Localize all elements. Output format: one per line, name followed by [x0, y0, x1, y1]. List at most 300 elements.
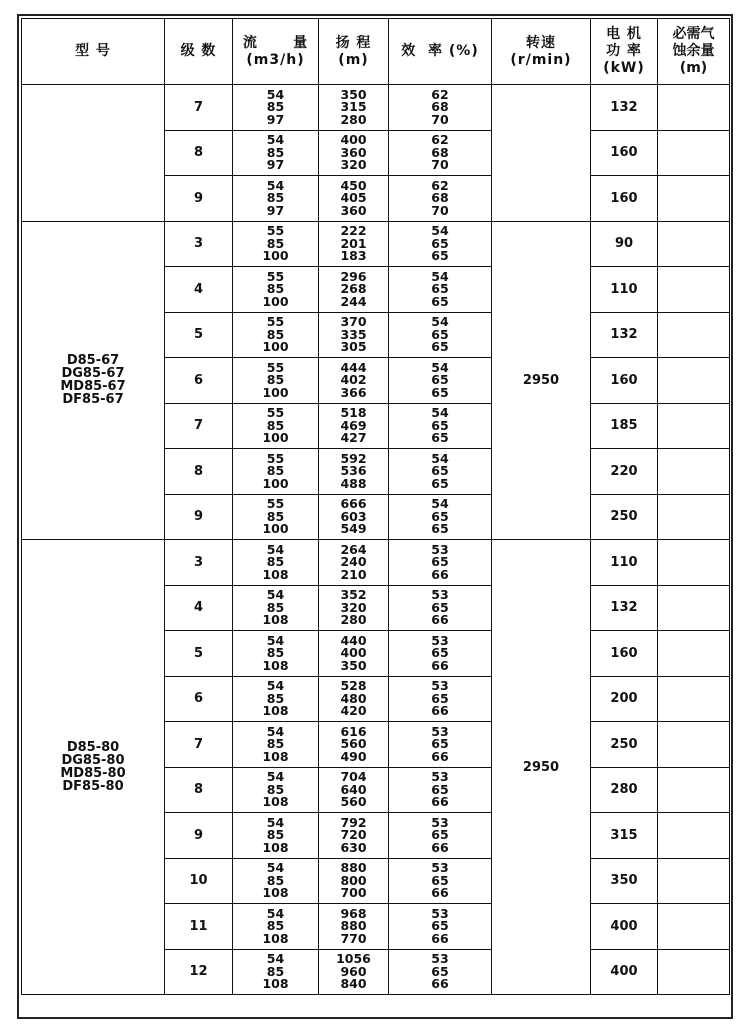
- head-value: 201: [340, 235, 367, 251]
- flow-value: 85: [266, 99, 285, 114]
- stage-cell: 3: [165, 221, 233, 267]
- head-value: 840: [340, 976, 367, 991]
- flow-value: 85: [266, 281, 285, 296]
- eff-value: 54: [431, 268, 449, 284]
- power-cell: 200: [591, 676, 658, 722]
- flow-value: 85: [266, 599, 285, 615]
- flow-value: 85: [266, 963, 285, 979]
- flow-value: 108: [262, 612, 289, 627]
- power-cell: 160: [591, 631, 658, 677]
- power-cell: 110: [591, 540, 658, 586]
- stage-cell: 8: [165, 130, 233, 176]
- head-value: 268: [340, 281, 367, 296]
- head-value: 488: [340, 475, 367, 491]
- npsh-cell: [658, 221, 730, 267]
- model-name: D85-67: [66, 353, 120, 369]
- eff-value: 66: [431, 657, 449, 673]
- flow-value: 55: [266, 450, 285, 466]
- head-value: 350: [340, 86, 367, 102]
- eff-cell: [389, 267, 492, 313]
- flow-value: 54: [266, 951, 285, 966]
- model-name: D85-80: [66, 740, 120, 755]
- head-value: 560: [340, 736, 367, 751]
- eff-cell: [389, 858, 492, 904]
- stage-cell: 9: [165, 176, 233, 222]
- flow-cell: [233, 904, 319, 950]
- npsh-cell: [658, 130, 730, 176]
- flow-value: 55: [266, 268, 285, 284]
- flow-cell: [233, 176, 319, 222]
- head-value: 968: [340, 905, 367, 921]
- head-value: 400: [340, 132, 367, 147]
- model-name: DF85-67: [62, 392, 124, 408]
- power-cell: 132: [591, 85, 658, 131]
- stage-cell: 8: [165, 449, 233, 495]
- table-row: [22, 540, 730, 586]
- pump-spec-table: [21, 18, 730, 995]
- stage-cell: 11: [165, 904, 233, 950]
- npsh-cell: [658, 85, 730, 131]
- head-value: 800: [340, 872, 367, 888]
- stage-cell: 3: [165, 540, 233, 586]
- eff-value: 65: [431, 736, 449, 751]
- flow-value: 100: [262, 475, 289, 491]
- head-value: 402: [340, 372, 367, 387]
- npsh-cell: [658, 676, 730, 722]
- flow-value: 55: [266, 405, 285, 420]
- eff-cell: [389, 949, 492, 995]
- speed-cell: 2950: [492, 221, 591, 540]
- flow-cell: [233, 767, 319, 813]
- eff-value: 66: [431, 748, 449, 764]
- eff-value: 62: [431, 132, 449, 147]
- head-value: 320: [340, 157, 367, 172]
- eff-cell: [389, 221, 492, 267]
- head-cell: [319, 540, 389, 586]
- eff-value: 65: [431, 372, 449, 387]
- power-cell: 400: [591, 949, 658, 995]
- eff-value: 65: [431, 326, 449, 342]
- flow-value: 54: [266, 632, 285, 648]
- stage-cell: 7: [165, 722, 233, 768]
- npsh-cell: [658, 585, 730, 631]
- flow-cell: [233, 267, 319, 313]
- flow-value: 85: [266, 326, 285, 342]
- eff-cell: [389, 358, 492, 404]
- head-value: 240: [340, 554, 367, 569]
- flow-value: 54: [266, 814, 285, 830]
- head-value: 490: [340, 748, 367, 764]
- eff-value: 65: [431, 508, 449, 524]
- flow-value: 54: [266, 177, 285, 193]
- table-row: [22, 221, 730, 267]
- flow-value: 55: [266, 223, 285, 238]
- flow-value: 54: [266, 905, 285, 921]
- stage-cell: 7: [165, 403, 233, 449]
- eff-value: 68: [431, 99, 449, 114]
- head-cell: [319, 813, 389, 859]
- power-cell: 160: [591, 130, 658, 176]
- head-cell: [319, 267, 389, 313]
- eff-value: 54: [431, 314, 449, 329]
- flow-value: 85: [266, 554, 285, 569]
- flow-value: 108: [262, 976, 289, 991]
- flow-value: 108: [262, 885, 289, 900]
- head-cell: [319, 631, 389, 677]
- flow-value: 85: [266, 918, 285, 933]
- flow-value: 100: [262, 430, 289, 445]
- eff-cell: [389, 722, 492, 768]
- eff-value: 65: [431, 281, 449, 296]
- npsh-cell: [658, 267, 730, 313]
- head-cell: [319, 358, 389, 404]
- eff-value: 53: [431, 905, 449, 921]
- flow-value: 85: [266, 645, 285, 660]
- eff-cell: [389, 631, 492, 677]
- model-name: MD85-80: [60, 766, 126, 781]
- flow-value: 85: [266, 827, 285, 842]
- flow-value: 108: [262, 703, 289, 718]
- flow-value: 100: [262, 384, 289, 400]
- head-value: 264: [340, 541, 367, 557]
- head-value: 700: [340, 885, 367, 900]
- col-header-efficiency: 效 率 (%): [389, 19, 492, 85]
- flow-value: 108: [262, 794, 289, 809]
- table-row: [22, 85, 730, 131]
- flow-cell: [233, 449, 319, 495]
- stage-cell: 4: [165, 267, 233, 313]
- eff-value: 54: [431, 496, 449, 511]
- head-value: 420: [340, 703, 367, 718]
- eff-cell: [389, 85, 492, 131]
- col-header-speed: 转速 (r/min): [492, 19, 591, 85]
- col-header-power: 电 机 功 率 (kW): [591, 19, 658, 85]
- eff-value: 65: [431, 645, 449, 660]
- flow-value: 108: [262, 566, 289, 582]
- head-cell: [319, 176, 389, 222]
- eff-value: 53: [431, 860, 449, 875]
- power-cell: 132: [591, 585, 658, 631]
- head-cell: [319, 312, 389, 358]
- eff-value: 70: [431, 202, 449, 218]
- col-header-stages: 级 数: [165, 19, 233, 85]
- col-header-flow: 流 量 (m3/h): [233, 19, 319, 85]
- power-cell: 220: [591, 449, 658, 495]
- npsh-cell: [658, 540, 730, 586]
- power-cell: 250: [591, 722, 658, 768]
- flow-value: 100: [262, 339, 289, 354]
- eff-cell: [389, 403, 492, 449]
- flow-value: 85: [266, 781, 285, 797]
- flow-value: 97: [266, 202, 285, 218]
- eff-value: 65: [431, 918, 449, 933]
- flow-value: 55: [266, 359, 285, 375]
- model-name: DF85-80: [62, 779, 124, 794]
- flow-value: 85: [266, 508, 285, 524]
- model-cell: [22, 221, 165, 540]
- head-value: 183: [340, 248, 367, 263]
- flow-cell: [233, 858, 319, 904]
- flow-value: 54: [266, 769, 285, 784]
- head-value: 480: [340, 690, 367, 706]
- npsh-cell: [658, 494, 730, 540]
- flow-value: 85: [266, 417, 285, 433]
- eff-cell: [389, 176, 492, 222]
- eff-value: 65: [431, 521, 449, 536]
- head-value: 400: [340, 645, 367, 660]
- head-value: 360: [340, 144, 367, 160]
- flow-value: 55: [266, 496, 285, 511]
- flow-cell: [233, 221, 319, 267]
- npsh-cell: [658, 449, 730, 495]
- flow-cell: [233, 312, 319, 358]
- head-value: 280: [340, 612, 367, 627]
- npsh-cell: [658, 858, 730, 904]
- eff-value: 65: [431, 554, 449, 569]
- model-cell: [22, 540, 165, 995]
- power-cell: 280: [591, 767, 658, 813]
- eff-value: 65: [431, 417, 449, 433]
- flow-value: 97: [266, 111, 285, 127]
- col-header-model: 型 号: [22, 19, 165, 85]
- head-cell: [319, 904, 389, 950]
- eff-value: 68: [431, 190, 449, 205]
- col-header-head: 扬 程 (m): [319, 19, 389, 85]
- head-value: 770: [340, 930, 367, 946]
- head-value: 335: [340, 326, 367, 342]
- eff-value: 53: [431, 632, 449, 648]
- eff-value: 65: [431, 690, 449, 706]
- npsh-cell: [658, 403, 730, 449]
- head-value: 630: [340, 839, 367, 855]
- head-value: 880: [340, 918, 367, 933]
- flow-cell: [233, 722, 319, 768]
- head-value: 405: [340, 190, 367, 205]
- head-cell: [319, 494, 389, 540]
- head-value: 360: [340, 202, 367, 218]
- head-value: 549: [340, 521, 367, 536]
- eff-value: 66: [431, 930, 449, 946]
- head-cell: [319, 221, 389, 267]
- power-cell: 160: [591, 358, 658, 404]
- flow-value: 85: [266, 736, 285, 751]
- eff-value: 66: [431, 976, 449, 991]
- stage-cell: 6: [165, 676, 233, 722]
- head-value: 320: [340, 599, 367, 615]
- eff-cell: [389, 676, 492, 722]
- eff-value: 65: [431, 384, 449, 400]
- head-value: 305: [340, 339, 367, 354]
- flow-value: 85: [266, 372, 285, 387]
- flow-cell: [233, 85, 319, 131]
- head-value: 469: [340, 417, 367, 433]
- head-value: 210: [340, 566, 367, 582]
- eff-cell: [389, 813, 492, 859]
- power-cell: 250: [591, 494, 658, 540]
- power-cell: 350: [591, 858, 658, 904]
- flow-value: 108: [262, 839, 289, 855]
- model-cell: [22, 85, 165, 222]
- head-value: 720: [340, 827, 367, 842]
- flow-value: 108: [262, 930, 289, 946]
- head-cell: [319, 130, 389, 176]
- power-cell: 110: [591, 267, 658, 313]
- head-value: 222: [340, 223, 367, 238]
- eff-value: 70: [431, 111, 449, 127]
- npsh-cell: [658, 813, 730, 859]
- eff-cell: [389, 767, 492, 813]
- npsh-cell: [658, 949, 730, 995]
- eff-value: 66: [431, 612, 449, 627]
- head-cell: [319, 722, 389, 768]
- eff-value: 53: [431, 814, 449, 830]
- flow-value: 54: [266, 587, 285, 602]
- stage-cell: 7: [165, 85, 233, 131]
- stage-cell: 8: [165, 767, 233, 813]
- flow-value: 108: [262, 748, 289, 764]
- eff-value: 53: [431, 587, 449, 602]
- stage-cell: 6: [165, 358, 233, 404]
- flow-value: 54: [266, 678, 285, 693]
- power-cell: 160: [591, 176, 658, 222]
- head-cell: [319, 949, 389, 995]
- stage-cell: 10: [165, 858, 233, 904]
- stage-cell: 9: [165, 494, 233, 540]
- pump-spec-table-frame: [17, 14, 733, 1019]
- stage-cell: 12: [165, 949, 233, 995]
- npsh-cell: [658, 176, 730, 222]
- head-value: 280: [340, 111, 367, 127]
- eff-cell: [389, 904, 492, 950]
- head-cell: [319, 449, 389, 495]
- flow-cell: [233, 494, 319, 540]
- head-value: 792: [340, 814, 367, 830]
- eff-value: 62: [431, 177, 449, 193]
- eff-value: 54: [431, 405, 449, 420]
- head-cell: [319, 767, 389, 813]
- eff-value: 54: [431, 450, 449, 466]
- eff-value: 62: [431, 86, 449, 102]
- head-value: 666: [340, 496, 367, 511]
- eff-value: 66: [431, 794, 449, 809]
- stage-cell: 5: [165, 312, 233, 358]
- eff-value: 65: [431, 827, 449, 842]
- npsh-cell: [658, 358, 730, 404]
- head-value: 370: [340, 314, 367, 329]
- head-value: 518: [340, 405, 367, 420]
- head-value: 352: [340, 587, 367, 602]
- power-cell: 400: [591, 904, 658, 950]
- head-value: 603: [340, 508, 367, 524]
- head-cell: [319, 858, 389, 904]
- flow-value: 85: [266, 872, 285, 888]
- flow-value: 100: [262, 521, 289, 536]
- eff-value: 65: [431, 475, 449, 491]
- model-name: DG85-67: [61, 366, 125, 382]
- flow-cell: [233, 540, 319, 586]
- head-value: 350: [340, 657, 367, 673]
- eff-value: 65: [431, 293, 449, 309]
- head-value: 244: [340, 293, 367, 309]
- head-cell: [319, 403, 389, 449]
- head-value: 296: [340, 268, 367, 284]
- head-value: 440: [340, 632, 367, 648]
- model-name: MD85-67: [60, 379, 126, 395]
- eff-value: 65: [431, 235, 449, 251]
- flow-value: 85: [266, 144, 285, 160]
- eff-value: 65: [431, 963, 449, 979]
- npsh-cell: [658, 767, 730, 813]
- head-cell: [319, 85, 389, 131]
- head-value: 1056: [336, 951, 371, 966]
- head-value: 704: [340, 769, 367, 784]
- col-header-npsh: 必需气 蚀余量 (m): [658, 19, 730, 85]
- power-cell: 185: [591, 403, 658, 449]
- eff-cell: [389, 540, 492, 586]
- eff-value: 65: [431, 872, 449, 888]
- head-value: 536: [340, 463, 367, 478]
- flow-value: 54: [266, 541, 285, 557]
- flow-cell: [233, 358, 319, 404]
- head-cell: [319, 676, 389, 722]
- eff-value: 53: [431, 723, 449, 739]
- stage-cell: 5: [165, 631, 233, 677]
- head-value: 960: [340, 963, 367, 979]
- eff-cell: [389, 130, 492, 176]
- eff-value: 53: [431, 951, 449, 966]
- flow-value: 100: [262, 248, 289, 263]
- npsh-cell: [658, 312, 730, 358]
- head-value: 444: [340, 359, 367, 375]
- head-value: 592: [340, 450, 367, 466]
- npsh-cell: [658, 904, 730, 950]
- eff-cell: [389, 494, 492, 540]
- head-value: 616: [340, 723, 367, 739]
- flow-value: 85: [266, 690, 285, 706]
- head-value: 560: [340, 794, 367, 809]
- npsh-cell: [658, 631, 730, 677]
- eff-value: 68: [431, 144, 449, 160]
- model-name: DG85-80: [61, 753, 125, 768]
- eff-value: 54: [431, 359, 449, 375]
- eff-value: 53: [431, 541, 449, 557]
- eff-value: 65: [431, 781, 449, 797]
- flow-value: 100: [262, 293, 289, 309]
- eff-value: 65: [431, 248, 449, 263]
- header-row: [22, 19, 730, 85]
- head-value: 528: [340, 678, 367, 693]
- head-value: 427: [340, 430, 367, 445]
- flow-cell: [233, 130, 319, 176]
- table-body: [22, 85, 730, 995]
- flow-value: 54: [266, 860, 285, 875]
- stage-cell: 9: [165, 813, 233, 859]
- eff-value: 53: [431, 769, 449, 784]
- eff-value: 65: [431, 430, 449, 445]
- flow-value: 54: [266, 86, 285, 102]
- flow-cell: [233, 403, 319, 449]
- eff-cell: [389, 449, 492, 495]
- eff-cell: [389, 585, 492, 631]
- eff-value: 66: [431, 839, 449, 855]
- flow-value: 54: [266, 723, 285, 739]
- flow-cell: [233, 631, 319, 677]
- eff-value: 66: [431, 885, 449, 900]
- eff-cell: [389, 312, 492, 358]
- flow-cell: [233, 585, 319, 631]
- head-cell: [319, 585, 389, 631]
- head-value: 366: [340, 384, 367, 400]
